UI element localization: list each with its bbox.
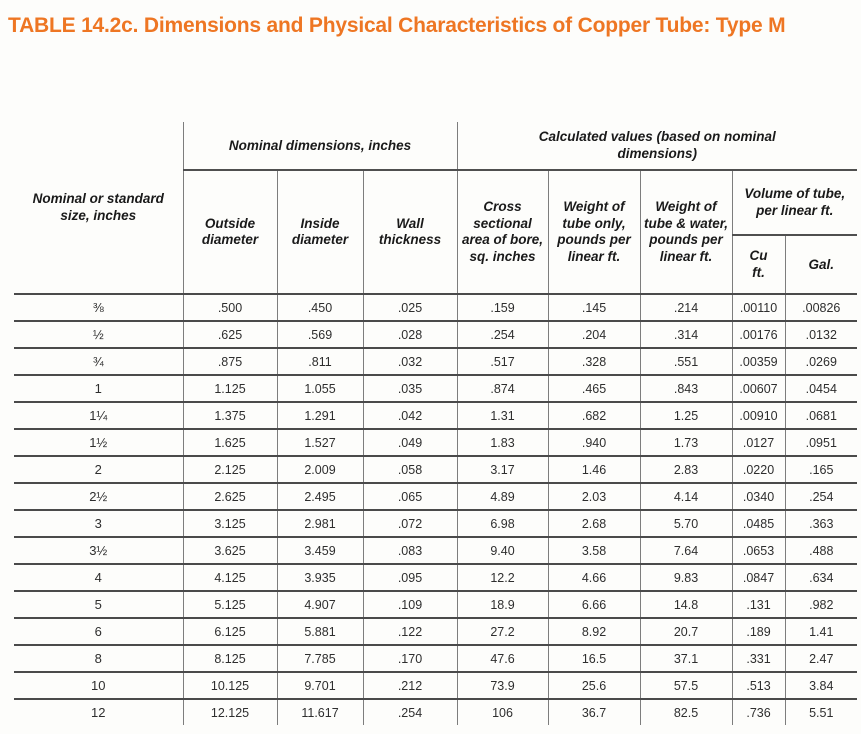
value-cell: .940 bbox=[548, 429, 640, 456]
value-cell: .874 bbox=[457, 375, 548, 402]
value-cell: .0340 bbox=[732, 483, 785, 510]
value-cell: .00826 bbox=[785, 294, 857, 321]
table-row bbox=[14, 348, 857, 375]
value-cell: .122 bbox=[363, 618, 457, 645]
table-body bbox=[14, 294, 857, 725]
value-cell: 8.125 bbox=[183, 645, 277, 672]
value-cell: 7.64 bbox=[640, 537, 732, 564]
value-cell: .465 bbox=[548, 375, 640, 402]
value-cell: 5.881 bbox=[277, 618, 363, 645]
size-cell: 3 bbox=[14, 510, 183, 537]
table-row bbox=[14, 672, 857, 699]
value-cell: 2.68 bbox=[548, 510, 640, 537]
size-cell: 10 bbox=[14, 672, 183, 699]
header-wall-thickness: Wall thickness bbox=[363, 170, 457, 294]
value-cell: 9.40 bbox=[457, 537, 548, 564]
value-cell: .982 bbox=[785, 591, 857, 618]
value-cell: .331 bbox=[732, 645, 785, 672]
table-header bbox=[14, 122, 857, 294]
value-cell: 1.055 bbox=[277, 375, 363, 402]
size-cell: 4 bbox=[14, 564, 183, 591]
value-cell: 3.125 bbox=[183, 510, 277, 537]
table-row bbox=[14, 510, 857, 537]
table-row bbox=[14, 429, 857, 456]
value-cell: 5.70 bbox=[640, 510, 732, 537]
value-cell: .500 bbox=[183, 294, 277, 321]
value-cell: 12.2 bbox=[457, 564, 548, 591]
value-cell: 5.125 bbox=[183, 591, 277, 618]
value-cell: .0951 bbox=[785, 429, 857, 456]
value-cell: .00176 bbox=[732, 321, 785, 348]
value-cell: .095 bbox=[363, 564, 457, 591]
value-cell: 27.2 bbox=[457, 618, 548, 645]
value-cell: 4.89 bbox=[457, 483, 548, 510]
value-cell: .00359 bbox=[732, 348, 785, 375]
value-cell: 2.981 bbox=[277, 510, 363, 537]
header-weight-tube-only: Weight of tube only, pounds per linear ft. bbox=[548, 170, 640, 294]
value-cell: .0269 bbox=[785, 348, 857, 375]
value-cell: 2.83 bbox=[640, 456, 732, 483]
value-cell: .0653 bbox=[732, 537, 785, 564]
value-cell: 20.7 bbox=[640, 618, 732, 645]
copper-tube-table bbox=[14, 122, 857, 725]
value-cell: .072 bbox=[363, 510, 457, 537]
size-cell: ⅜ bbox=[14, 294, 183, 321]
value-cell: .0485 bbox=[732, 510, 785, 537]
value-cell: 47.6 bbox=[457, 645, 548, 672]
table-row bbox=[14, 375, 857, 402]
value-cell: 6.66 bbox=[548, 591, 640, 618]
value-cell: 2.009 bbox=[277, 456, 363, 483]
value-cell: 2.03 bbox=[548, 483, 640, 510]
value-cell: .214 bbox=[640, 294, 732, 321]
table-row bbox=[14, 456, 857, 483]
value-cell: 1.125 bbox=[183, 375, 277, 402]
value-cell: .625 bbox=[183, 321, 277, 348]
table-row bbox=[14, 483, 857, 510]
value-cell: 1.41 bbox=[785, 618, 857, 645]
value-cell: .00910 bbox=[732, 402, 785, 429]
value-cell: 1.375 bbox=[183, 402, 277, 429]
value-cell: .551 bbox=[640, 348, 732, 375]
value-cell: 3.459 bbox=[277, 537, 363, 564]
size-cell: 1¼ bbox=[14, 402, 183, 429]
size-cell: 8 bbox=[14, 645, 183, 672]
value-cell: 18.9 bbox=[457, 591, 548, 618]
value-cell: 7.785 bbox=[277, 645, 363, 672]
value-cell: .0220 bbox=[732, 456, 785, 483]
size-cell: 1 bbox=[14, 375, 183, 402]
value-cell: .875 bbox=[183, 348, 277, 375]
size-cell: 2 bbox=[14, 456, 183, 483]
table-row bbox=[14, 645, 857, 672]
header-weight-tube-water: Weight of tube & water, pounds per linear ft. bbox=[640, 170, 732, 294]
value-cell: .517 bbox=[457, 348, 548, 375]
value-cell: 2.625 bbox=[183, 483, 277, 510]
value-cell: .00607 bbox=[732, 375, 785, 402]
value-cell: .083 bbox=[363, 537, 457, 564]
size-cell: 6 bbox=[14, 618, 183, 645]
value-cell: .450 bbox=[277, 294, 363, 321]
value-cell: 3.625 bbox=[183, 537, 277, 564]
header-cross-sectional-area: Cross sectional area of bore, sq. inches bbox=[457, 170, 548, 294]
value-cell: .0681 bbox=[785, 402, 857, 429]
value-cell: .058 bbox=[363, 456, 457, 483]
value-cell: .065 bbox=[363, 483, 457, 510]
size-cell: 12 bbox=[14, 699, 183, 725]
value-cell: .811 bbox=[277, 348, 363, 375]
value-cell: 1.73 bbox=[640, 429, 732, 456]
value-cell: .328 bbox=[548, 348, 640, 375]
value-cell: .204 bbox=[548, 321, 640, 348]
value-cell: 14.8 bbox=[640, 591, 732, 618]
value-cell: .0454 bbox=[785, 375, 857, 402]
value-cell: .254 bbox=[785, 483, 857, 510]
value-cell: 16.5 bbox=[548, 645, 640, 672]
value-cell: 1.83 bbox=[457, 429, 548, 456]
value-cell: 5.51 bbox=[785, 699, 857, 725]
value-cell: .488 bbox=[785, 537, 857, 564]
value-cell: 2.47 bbox=[785, 645, 857, 672]
value-cell: 4.125 bbox=[183, 564, 277, 591]
value-cell: 1.46 bbox=[548, 456, 640, 483]
value-cell: 9.701 bbox=[277, 672, 363, 699]
value-cell: 3.84 bbox=[785, 672, 857, 699]
header-cu-ft: Cu ft. bbox=[732, 235, 785, 294]
header-group-nominal-dimensions: Nominal dimensions, inches bbox=[183, 122, 457, 170]
value-cell: .254 bbox=[457, 321, 548, 348]
page-title: TABLE 14.2c. Dimensions and Physical Characteristics of Copper Tube: Type M bbox=[8, 14, 786, 37]
value-cell: 57.5 bbox=[640, 672, 732, 699]
value-cell: .634 bbox=[785, 564, 857, 591]
value-cell: .165 bbox=[785, 456, 857, 483]
value-cell: .682 bbox=[548, 402, 640, 429]
value-cell: 73.9 bbox=[457, 672, 548, 699]
size-cell: 1½ bbox=[14, 429, 183, 456]
value-cell: .0847 bbox=[732, 564, 785, 591]
value-cell: .314 bbox=[640, 321, 732, 348]
value-cell: 36.7 bbox=[548, 699, 640, 725]
value-cell: .159 bbox=[457, 294, 548, 321]
value-cell: 37.1 bbox=[640, 645, 732, 672]
header-group-calculated-values: Calculated values (based on nominal dimensions) bbox=[457, 122, 857, 170]
value-cell: .843 bbox=[640, 375, 732, 402]
table-row bbox=[14, 402, 857, 429]
value-cell: 4.66 bbox=[548, 564, 640, 591]
value-cell: 3.17 bbox=[457, 456, 548, 483]
value-cell: 10.125 bbox=[183, 672, 277, 699]
value-cell: .212 bbox=[363, 672, 457, 699]
value-cell: .0127 bbox=[732, 429, 785, 456]
value-cell: 1.291 bbox=[277, 402, 363, 429]
value-cell: 6.125 bbox=[183, 618, 277, 645]
value-cell: 1.31 bbox=[457, 402, 548, 429]
table-row bbox=[14, 699, 857, 725]
value-cell: .569 bbox=[277, 321, 363, 348]
value-cell: 82.5 bbox=[640, 699, 732, 725]
header-row-groups bbox=[14, 122, 857, 170]
table-row bbox=[14, 294, 857, 321]
value-cell: 106 bbox=[457, 699, 548, 725]
value-cell: .189 bbox=[732, 618, 785, 645]
header-volume-of-tube: Volume of tube, per linear ft. bbox=[732, 170, 857, 235]
value-cell: .363 bbox=[785, 510, 857, 537]
value-cell: 4.907 bbox=[277, 591, 363, 618]
header-outside-diameter: Outside diameter bbox=[183, 170, 277, 294]
table-row bbox=[14, 321, 857, 348]
value-cell: 6.98 bbox=[457, 510, 548, 537]
value-cell: 25.6 bbox=[548, 672, 640, 699]
value-cell: .032 bbox=[363, 348, 457, 375]
value-cell: 3.58 bbox=[548, 537, 640, 564]
header-nominal-size: Nominal or standard size, inches bbox=[14, 122, 183, 294]
value-cell: 1.25 bbox=[640, 402, 732, 429]
value-cell: .170 bbox=[363, 645, 457, 672]
table-row bbox=[14, 537, 857, 564]
header-inside-diameter: Inside diameter bbox=[277, 170, 363, 294]
value-cell: .00110 bbox=[732, 294, 785, 321]
size-cell: 2½ bbox=[14, 483, 183, 510]
value-cell: .109 bbox=[363, 591, 457, 618]
size-cell: ¾ bbox=[14, 348, 183, 375]
value-cell: .049 bbox=[363, 429, 457, 456]
table-row bbox=[14, 564, 857, 591]
value-cell: .028 bbox=[363, 321, 457, 348]
value-cell: .736 bbox=[732, 699, 785, 725]
value-cell: .042 bbox=[363, 402, 457, 429]
value-cell: 9.83 bbox=[640, 564, 732, 591]
value-cell: 11.617 bbox=[277, 699, 363, 725]
table-row bbox=[14, 618, 857, 645]
value-cell: 4.14 bbox=[640, 483, 732, 510]
value-cell: 2.125 bbox=[183, 456, 277, 483]
value-cell: 8.92 bbox=[548, 618, 640, 645]
value-cell: 1.527 bbox=[277, 429, 363, 456]
size-cell: 3½ bbox=[14, 537, 183, 564]
value-cell: .254 bbox=[363, 699, 457, 725]
value-cell: .025 bbox=[363, 294, 457, 321]
value-cell: 2.495 bbox=[277, 483, 363, 510]
size-cell: 5 bbox=[14, 591, 183, 618]
header-gal: Gal. bbox=[785, 235, 857, 294]
value-cell: .035 bbox=[363, 375, 457, 402]
size-cell: ½ bbox=[14, 321, 183, 348]
value-cell: 1.625 bbox=[183, 429, 277, 456]
table-row bbox=[14, 591, 857, 618]
value-cell: 12.125 bbox=[183, 699, 277, 725]
value-cell: .131 bbox=[732, 591, 785, 618]
value-cell: .145 bbox=[548, 294, 640, 321]
value-cell: .513 bbox=[732, 672, 785, 699]
value-cell: 3.935 bbox=[277, 564, 363, 591]
value-cell: .0132 bbox=[785, 321, 857, 348]
